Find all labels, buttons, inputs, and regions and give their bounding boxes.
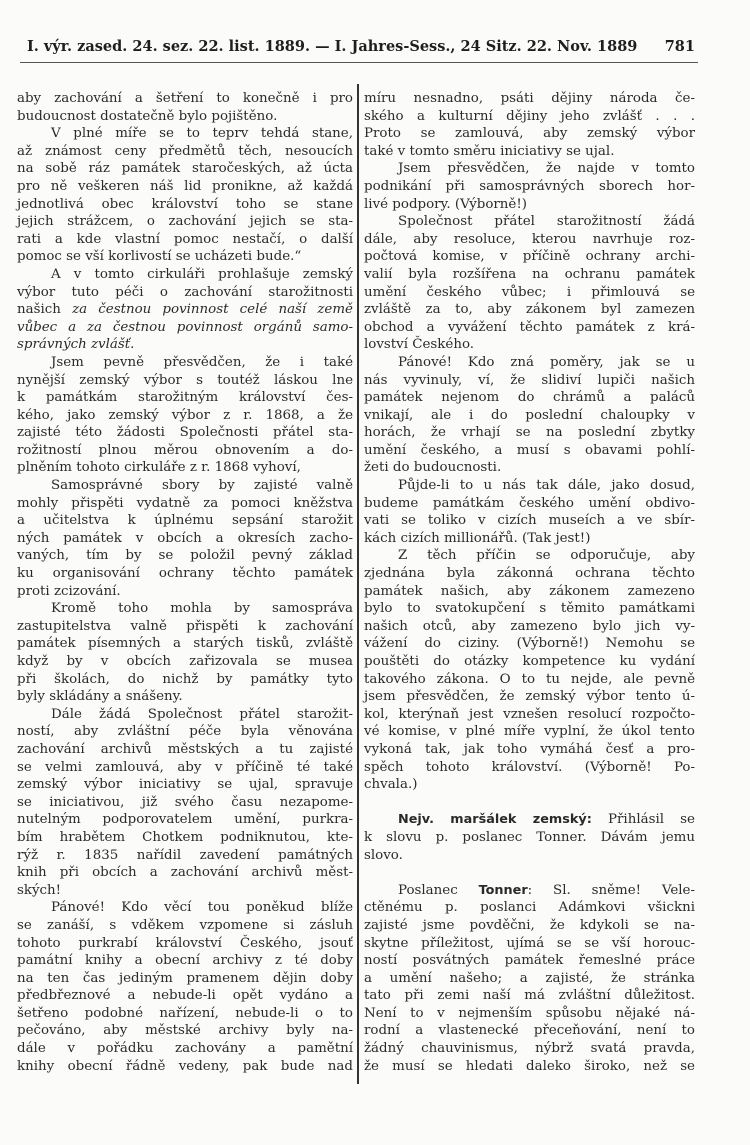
- text-line: na ten čas jediným pramenem dějin doby: [17, 970, 353, 986]
- text-line: pouštěti do otázky kompetence ku vydání: [364, 654, 695, 669]
- text-line: Pánové! Kdo zná poměry, jak se u: [398, 354, 695, 370]
- text-line: při školách, do nichž by památky tyto: [17, 671, 353, 687]
- text-line: jsem přesvědčen, že zemský výbor tento ú-: [364, 689, 695, 705]
- speaker-name: Nejv. maršálek zemský:: [398, 812, 592, 828]
- text-line: výbor tuto péči o zachování starožitnosti: [17, 284, 353, 300]
- paragraph: [17, 706, 353, 900]
- text-line: počtová komise, v příčině ochrany archi-: [364, 249, 695, 265]
- text-line: Pánové! Kdo věcí tou poněkud blíže: [51, 900, 353, 916]
- text-line: aby zachování a šetření to konečně i pro: [17, 91, 353, 106]
- text-line: Společnost přátel starožitností žádá: [398, 214, 695, 230]
- text-line: ku organisování ochrany těchto památek: [17, 566, 353, 582]
- text-line: lovství Českého.: [364, 337, 475, 353]
- text-line: valií byla rozšířena na ochranu památek: [364, 266, 695, 282]
- text-segment: Přihlásil se: [591, 812, 695, 828]
- text-line: pečováno, aby městské archivy byly na-: [17, 1023, 353, 1039]
- text-line: se iniciativou, již svého času nezapome-: [17, 794, 353, 810]
- text-line: zastupitelstva valně přispěti k zachování: [17, 618, 353, 634]
- paragraph: [364, 213, 695, 354]
- text-line: [17, 319, 353, 337]
- text-line: zvláště za to, aby zákonem byl zamezen: [364, 302, 695, 318]
- text-line: livé podpory. (Výborně!): [364, 196, 527, 212]
- text-segment: našich: [17, 302, 73, 318]
- text-line: [364, 811, 695, 829]
- text-line: Kromě toho mohla by samospráva: [51, 601, 353, 617]
- paragraph: [364, 160, 695, 213]
- text-line: k slovu p. poslanec Tonner. Dávám jemu: [364, 829, 695, 845]
- text-line: skytne příležitost, ujímá se se vší horouc-: [364, 935, 695, 951]
- text-line: památní knihy a obecní archivy z té doby: [17, 953, 353, 969]
- text-line: Není to v nejmenším spůsobu nějaké ná-: [364, 1005, 695, 1021]
- text-line: [17, 301, 353, 319]
- text-line: tato při zemi naší má zvláštní důležitost.: [364, 988, 695, 1004]
- text-line: Půjde-li to u nás tak dále, jako dosud,: [398, 478, 695, 494]
- paragraph: [364, 354, 695, 477]
- text-line: rýž r. 1835 nařídil zavedení památných: [17, 847, 353, 863]
- text-line: Jsem přesvědčen, že najde v tomto: [398, 161, 695, 177]
- text-line: dále, aby resoluce, kterou navrhuje roz-: [364, 231, 695, 247]
- text-line: ností, aby zvláštní péče byla věnována: [17, 724, 353, 740]
- text-line: [364, 882, 695, 900]
- text-line: památek nejenom do chrámů a paláců: [364, 390, 695, 406]
- emphasis-text: správných zvlášť.: [17, 337, 135, 353]
- text-line: umění českého vůbec; i přimlouvá se: [364, 284, 695, 300]
- text-line: byly skládány a snášeny.: [17, 689, 183, 705]
- text-line: a učitelstva k úplnému sepsání starožit: [17, 513, 353, 529]
- text-line: jednotlivá obec království toho se stane: [17, 196, 353, 212]
- text-line: pro ně veškeren náš lid pronikne, až každá: [17, 178, 353, 194]
- text-line: rati a kde vlastní pomoc nestačí, o další: [17, 231, 353, 247]
- text-line: pomoc se vší korlivostí se ucházeti bude.“: [17, 249, 302, 265]
- text-line: kol, kterýnaň jest vznešen resolucí rozpočto-: [364, 706, 695, 722]
- column-divider: [357, 84, 359, 1084]
- text-segment: : Sl. sněme! Vele-: [527, 882, 695, 898]
- text-line: vážení do ciziny. (Výborně!) Nemohu se: [364, 636, 695, 652]
- paragraph: [17, 477, 353, 600]
- text-line: šetřeno podobné nařízení, nebude-li o to: [17, 1005, 353, 1021]
- text-line: zajisté této žádosti Společnosti přátel sta-: [17, 425, 353, 441]
- emphasis-text: za čestnou povinnost celé naší země: [72, 302, 353, 318]
- text-line: že musí se hledati daleko široko, než se: [364, 1058, 695, 1074]
- text-line: vati se toliko v cizích museích a ve sbír-: [364, 513, 695, 529]
- paragraph: [364, 882, 695, 1076]
- paragraph: [364, 547, 695, 793]
- text-line: chvala.): [364, 777, 418, 793]
- text-line: dále v pořádku zachovány a pamětní: [17, 1041, 353, 1057]
- text-line: nutelným podporovatelem umění, purkra-: [17, 812, 353, 828]
- text-line: ných památek v obcích a okresích zacho-: [17, 530, 353, 546]
- text-line: památek našich, aby zákonem zamezeno: [364, 583, 695, 599]
- text-line: V plné míře se to teprv tehdá stane,: [51, 126, 353, 142]
- text-line: Proto se zamlouvá, aby zemský výbor: [364, 126, 695, 142]
- text-line: nynější zemský výbor s toutéž láskou lne: [17, 372, 353, 388]
- text-line: ských!: [17, 882, 62, 898]
- text-line: slovo.: [364, 847, 403, 863]
- running-header: [27, 38, 695, 58]
- text-line: žádný chauvinismus, nýbrž svatá pravda,: [364, 1041, 695, 1057]
- text-line: až známost ceny předmětů těch, nesoucích: [17, 143, 353, 159]
- text-line: zajisté jsme povděčni, že kdykoli se na-: [364, 917, 695, 933]
- text-line: zjednána byla zákonná ochrana těchto: [364, 566, 695, 582]
- text-line: Dále žádá Společnost přátel starožit-: [51, 706, 353, 722]
- text-line: obchod a vyvážení těchto památek z krá-: [364, 319, 695, 335]
- text-line: jejich strážcem, o zachování jejich se sta-: [17, 214, 353, 230]
- paragraph: [17, 90, 353, 125]
- header-session-info: I. výr. zased. 24. sez. 22. list. 1889. — I. Jahres-Sess., 24 Sitz. 22. Nov. 1889: [27, 38, 638, 55]
- text-line: také v tomto směru iniciativy se ujal.: [364, 143, 615, 159]
- paragraph: [17, 125, 353, 266]
- text-line: nás vyvinuly, ví, že slidiví lupiči našich: [364, 372, 695, 388]
- text-line: vnikají, ale i do poslední chaloupky v: [364, 407, 695, 423]
- text-line: našich otců, aby zamezeno bylo jich vy-: [364, 618, 695, 634]
- text-line: tohoto purkrabí království Českého, jsouť: [17, 935, 353, 951]
- text-line: na sobě ráz památek staročeských, až úcta: [17, 161, 353, 177]
- paragraph: [17, 354, 353, 477]
- text-line: Z těch příčin se odporučuje, aby: [398, 548, 695, 564]
- text-line: ského a kulturní dějiny jeho zvlášť . . .: [364, 108, 695, 124]
- text-line: kého, jako zemský výbor z r. 1868, a že: [17, 407, 353, 423]
- left-column: [17, 90, 353, 1075]
- text-line: bím hrabětem Chotkem podniknutou, kte-: [17, 829, 353, 845]
- text-line: budoucnost dostatečně bylo pojištěno.: [17, 108, 278, 124]
- text-line: vé komise, v plné míře vyplní, že úkol tento: [364, 724, 695, 740]
- paragraph: [17, 899, 353, 1075]
- speaker-paragraph: [364, 811, 695, 864]
- text-line: umění českého, a musí s obavami pohlí-: [364, 442, 695, 458]
- text-line: k památkám starožitným království čes-: [17, 390, 353, 406]
- text-line: plněním tohoto cirkuláře z r. 1868 vyhoví,: [17, 460, 301, 476]
- text-line: zachování archivů městských a tu zajisté: [17, 741, 353, 757]
- text-line: budeme památkám českého umění obdivo-: [364, 495, 695, 511]
- text-line: mohly přispěti vydatně za pomoci kněžstva: [17, 495, 353, 511]
- right-column: [364, 90, 695, 1075]
- text-line: když by v obcích zařizovala se musea: [17, 654, 353, 669]
- text-line: žeti do budoucnosti.: [364, 460, 502, 476]
- text-line: horách, že vrhají se na poslední zbytky: [364, 425, 695, 441]
- text-line: rodní a vlastenecké přeceňování, není to: [364, 1023, 695, 1039]
- paragraph: [17, 600, 353, 706]
- text-line: ctěnému p. poslanci Adámkovi všickni: [364, 900, 695, 916]
- page-number: 781: [664, 38, 695, 55]
- emphasis-text: vůbec a za čestnou povinnost orgánů samo-: [17, 319, 353, 335]
- text-line: předbřeznové a nebude-li opět vydáno a: [17, 988, 353, 1004]
- text-line: [17, 336, 353, 354]
- text-line: se zanáší, s vděkem vzpomene si zásluh: [17, 917, 353, 933]
- text-line: knihy obecní řádně vedeny, pak bude nad: [17, 1058, 353, 1074]
- text-line: ností posvátných památek řemeslné práce: [364, 953, 695, 969]
- text-line: vykoná tak, jak toho vymáhá česť a pro-: [364, 741, 695, 757]
- text-line: kách cizích millionářů. (Tak jest!): [364, 530, 591, 546]
- text-line: rožitností plnou měrou obnovením a do-: [17, 442, 353, 458]
- text-line: vaných, tím by se položil pevný základ: [17, 548, 353, 564]
- text-line: Jsem pevně přesvědčen, že i také: [51, 354, 353, 370]
- header-rule: [20, 62, 698, 63]
- text-line: knih při obcích a zachování archivů měst-: [17, 865, 353, 881]
- text-line: památek písemných a starých tisků, zvláště: [17, 636, 353, 652]
- paragraph: [364, 90, 695, 160]
- text-line: se velmi zamlouvá, aby v příčině té také: [17, 759, 353, 775]
- text-line: a umění našeho; a zajisté, že stránka: [364, 970, 695, 986]
- text-line: takového zákona. O to tu nejde, ale pevně: [364, 671, 695, 687]
- paragraph: [364, 477, 695, 547]
- text-line: podnikání při samosprávných sborech hor-: [364, 178, 695, 194]
- text-line: míru nesnadno, psáti dějiny národa če-: [364, 91, 695, 106]
- speaker-name: Tonner: [478, 882, 528, 898]
- text-line: proti zcizování.: [17, 583, 121, 599]
- text-line: zemský výbor iniciativy se ujal, spravuje: [17, 777, 353, 793]
- text-segment: Poslanec: [398, 882, 479, 898]
- text-line: Samosprávné sbory by zajisté valně: [51, 478, 353, 494]
- text-line: A v tomto cirkuláři prohlašuje zemský: [51, 266, 353, 282]
- text-line: spěch tohoto království. (Výborně! Po-: [364, 759, 695, 775]
- paragraph: [17, 266, 353, 354]
- text-line: bylo to svatokupčení s těmito památkami: [364, 601, 695, 617]
